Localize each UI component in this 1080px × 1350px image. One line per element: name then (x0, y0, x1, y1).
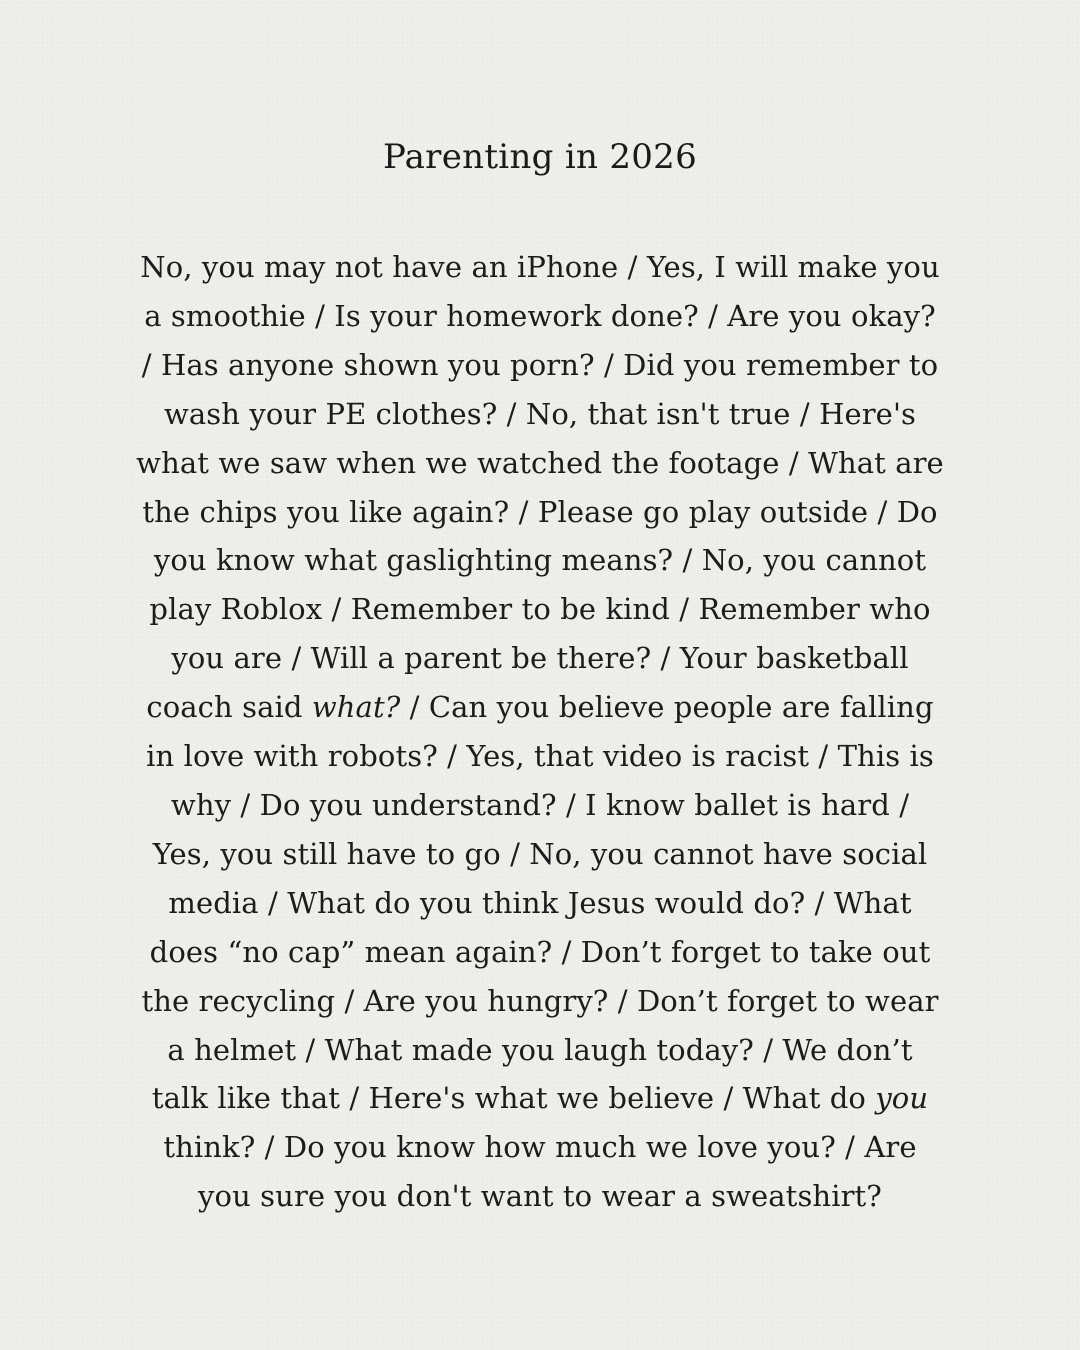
poem-line: media / What do you think Jesus would do? / What (168, 885, 912, 920)
poem-line: Yes, you still have to go / No, you cannot have social (152, 836, 928, 871)
poem-line: think? / Do you know how much we love you? / Are (163, 1130, 917, 1165)
poem-line: the chips you like again? / Please go play outside / Do (142, 494, 938, 529)
page-title: Parenting in 2026 (382, 137, 698, 177)
italic-emphasis: what? (311, 690, 401, 725)
line-text: coach said (146, 690, 312, 725)
poem-line: you know what gaslighting means? / No, you cannot (153, 543, 927, 578)
poem-line: a smoothie / Is your homework done? / Are you okay? (144, 298, 936, 333)
poem-line (70, 683, 1010, 732)
poem-line: why / Do you understand? / I know ballet is hard / (170, 787, 910, 822)
poem-line: / Has anyone shown you porn? / Did you remember to (141, 347, 939, 382)
poem-line: you are / Will a parent be there? / Your basketball (171, 641, 909, 676)
poem-line: No, you may not have an iPhone / Yes, I will make you (140, 250, 940, 284)
poem-line: the recycling / Are you hungry? / Don’t forget to wear (141, 983, 939, 1018)
line-text: / Can you believe people are falling (400, 690, 934, 725)
poem-line: play Roblox / Remember to be kind / Remember who (149, 592, 931, 627)
poem-line: what we saw when we watched the footage / What are (136, 445, 944, 480)
line-text: talk like that / Here's what we believe / What do (151, 1081, 876, 1116)
poem-line: you sure you don't want to wear a sweatshirt? (198, 1179, 882, 1214)
poem-line: a helmet / What made you laugh today? / We don’t (167, 1032, 913, 1067)
poem-line: wash your PE clothes? / No, that isn't true / Here's (163, 396, 917, 431)
poem-line (70, 1074, 1010, 1123)
italic-emphasis: you (875, 1081, 929, 1116)
poem-line: in love with robots? / Yes, that video is racist / This is (146, 739, 934, 774)
poem-body (70, 243, 1010, 1221)
poem-line: does “no cap” mean again? / Don’t forget to take out (149, 934, 931, 969)
